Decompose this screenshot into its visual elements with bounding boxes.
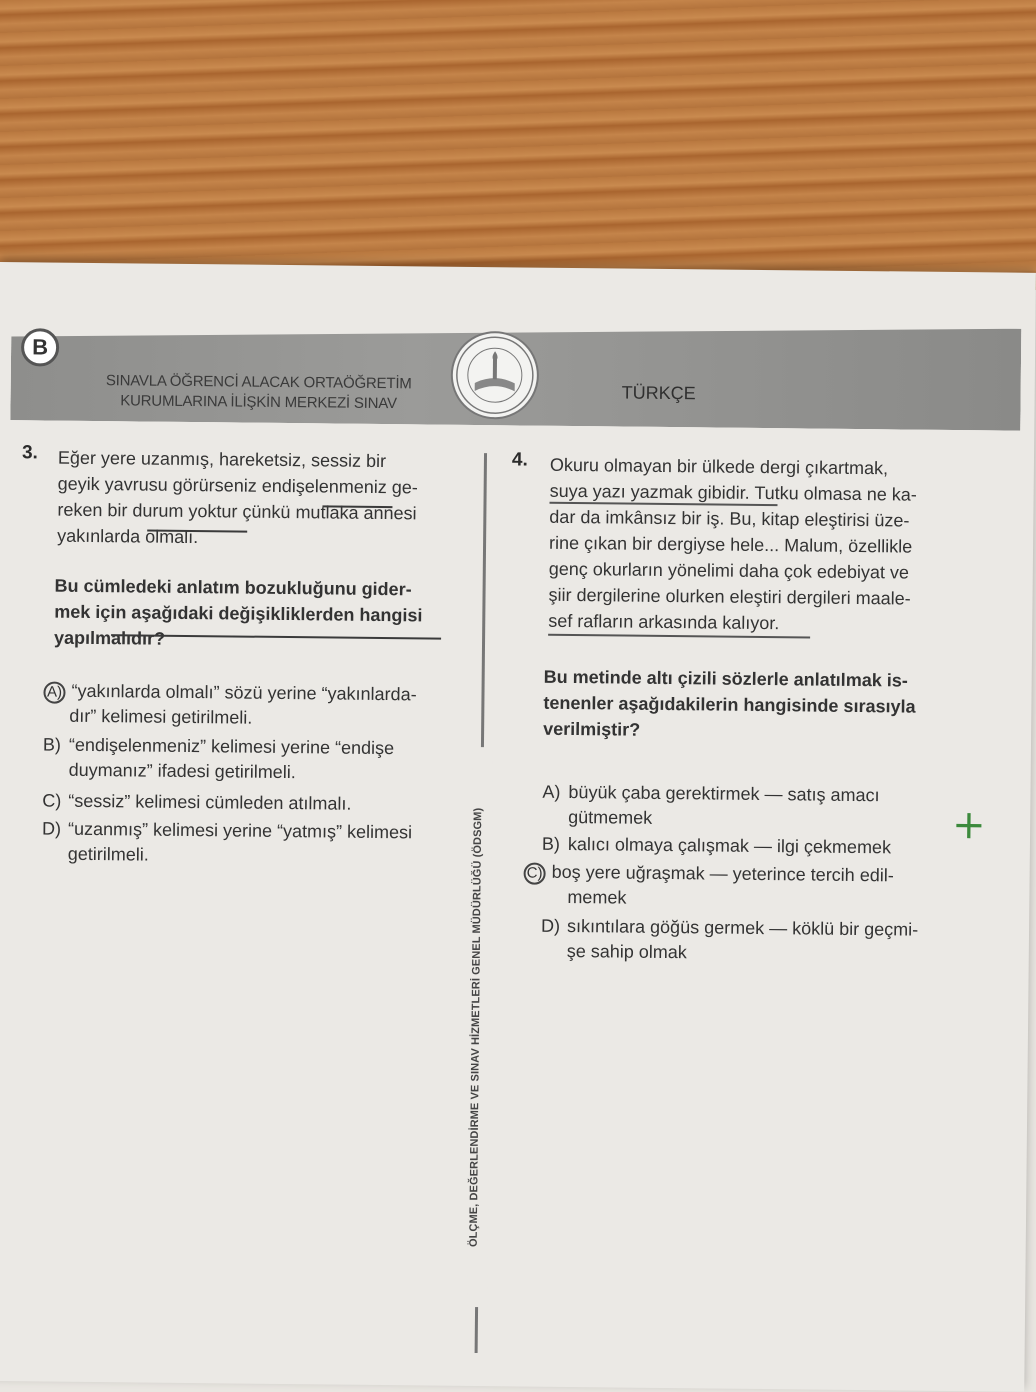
text-line: şiir dergilerine olurken eleştiri dergileri maale-: [548, 584, 911, 609]
question-3-option-a[interactable]: [43, 678, 464, 732]
text-line: suya yazı yazmak gibidir. Tutku olmasa ne ka-: [549, 480, 917, 505]
question-4-option-a[interactable]: [542, 780, 982, 835]
option-text: şe sahip olmak: [566, 940, 687, 963]
option-letter: D): [540, 915, 561, 936]
question-3-stem: [54, 573, 470, 655]
question-3-number: 3.: [21, 442, 38, 464]
handwritten-plus-mark: +: [951, 802, 986, 849]
exam-title-line2: KURUMLARINA İLİŞKİN MERKEZİ SINAV: [120, 392, 397, 413]
option-text: “uzanmış” kelimesi yerine “yatmış” kelimesi: [67, 818, 413, 843]
text-line: yakınlarda olmalı.: [57, 525, 199, 548]
question-3-option-b[interactable]: [43, 732, 464, 786]
subject-title: TÜRKÇE: [621, 382, 696, 404]
stem-line: Bu metinde altı çizili sözlerle anlatılmak is-: [543, 666, 908, 691]
option-letter: C): [42, 790, 62, 811]
option-text: duymanız” ifadesi getirilmeli.: [68, 759, 296, 783]
stem-line: yapılmalıdır?: [53, 627, 166, 649]
text-line: reken bir durum yoktur çünkü mutlaka annesi: [57, 499, 417, 524]
option-text: “sessiz” kelimesi cümleden atılmalı.: [68, 790, 352, 814]
publisher-margin-text: ÖLÇME, DEĞERLENDİRME VE SINAV HİZMETLERİ GENEL MÜDÜRLÜĞÜ (ÖDSGM): [467, 747, 493, 1307]
option-letter: B): [541, 833, 561, 854]
text-line: sef rafların arkasında kalıyor.: [548, 610, 780, 634]
option-letter: C): [524, 863, 546, 885]
option-letter: D): [41, 818, 62, 839]
option-text: memek: [567, 886, 627, 908]
ministry-logo-graphic: [452, 333, 537, 418]
question-4-stem: [543, 664, 989, 747]
option-text: “endişelenmeniz” kelimesi yerine “endişe: [68, 734, 395, 759]
question-4-text: [548, 452, 990, 639]
text-line: Eğer yere uzanmış, hareketsiz, sessiz bir: [57, 447, 387, 472]
ministry-logo: [450, 331, 539, 420]
option-text: boş yere uğraşmak — yeterince tercih edil-: [551, 861, 894, 886]
stem-line: mek için aşağıdaki değişikliklerden hangisi: [54, 601, 423, 626]
option-text: dır” kelimesi getirilmeli.: [69, 705, 253, 728]
option-text: “yakınlarda olmalı” sözü yerine “yakınlarda-: [71, 680, 417, 705]
stem-line: Bu cümledeki anlatım bozukluğunu gider-: [54, 575, 412, 600]
text-line: Okuru olmayan bir ülkede dergi çıkartmak,: [549, 454, 889, 479]
text-line: rine çıkan bir dergiyse hele... Malum, özellikle: [548, 532, 913, 557]
option-text: getirilmeli.: [67, 843, 149, 865]
question-4-option-c[interactable]: [523, 860, 983, 915]
option-letter: B): [42, 734, 62, 755]
text-line: dar da imkânsız bir iş. Bu, kitap eleştirisi üze-: [549, 506, 910, 531]
option-text: kalıcı olmaya çalışmak — ilgi çekmemek: [567, 833, 892, 858]
question-3-text: [57, 445, 468, 553]
option-text: gütmemek: [568, 806, 653, 828]
stem-line: tenenler aşağıdakilerin hangisinde sırasıyla: [543, 692, 916, 717]
exam-page: [0, 262, 1036, 1392]
option-text: sıkıntılara göğüs germek — köklü bir geçmi-: [566, 915, 919, 940]
option-letter: A): [43, 681, 65, 703]
question-3-option-c[interactable]: [42, 788, 462, 817]
question-4-option-b[interactable]: [542, 832, 982, 862]
option-letter: A): [542, 781, 561, 802]
wooden-desk-background: [0, 0, 1036, 290]
question-3-option-d[interactable]: [42, 816, 463, 870]
exam-title-line1: SINAVLA ÖĞRENCİ ALACAK ORTAÖĞRETİM: [105, 372, 412, 393]
question-4-number: 4.: [511, 449, 528, 471]
text-line: geyik yavrusu görürseniz endişelenmeniz ge-: [57, 473, 418, 498]
text-line: genç okurların yönelimi daha çok edebiyat ve: [548, 558, 910, 583]
section-badge: B: [21, 328, 59, 366]
stem-line: verilmiştir?: [543, 718, 641, 740]
exam-title: [78, 371, 438, 415]
question-4-option-d[interactable]: [541, 914, 981, 969]
option-text: büyük çaba gerektirmek — satış amacı: [568, 781, 880, 806]
